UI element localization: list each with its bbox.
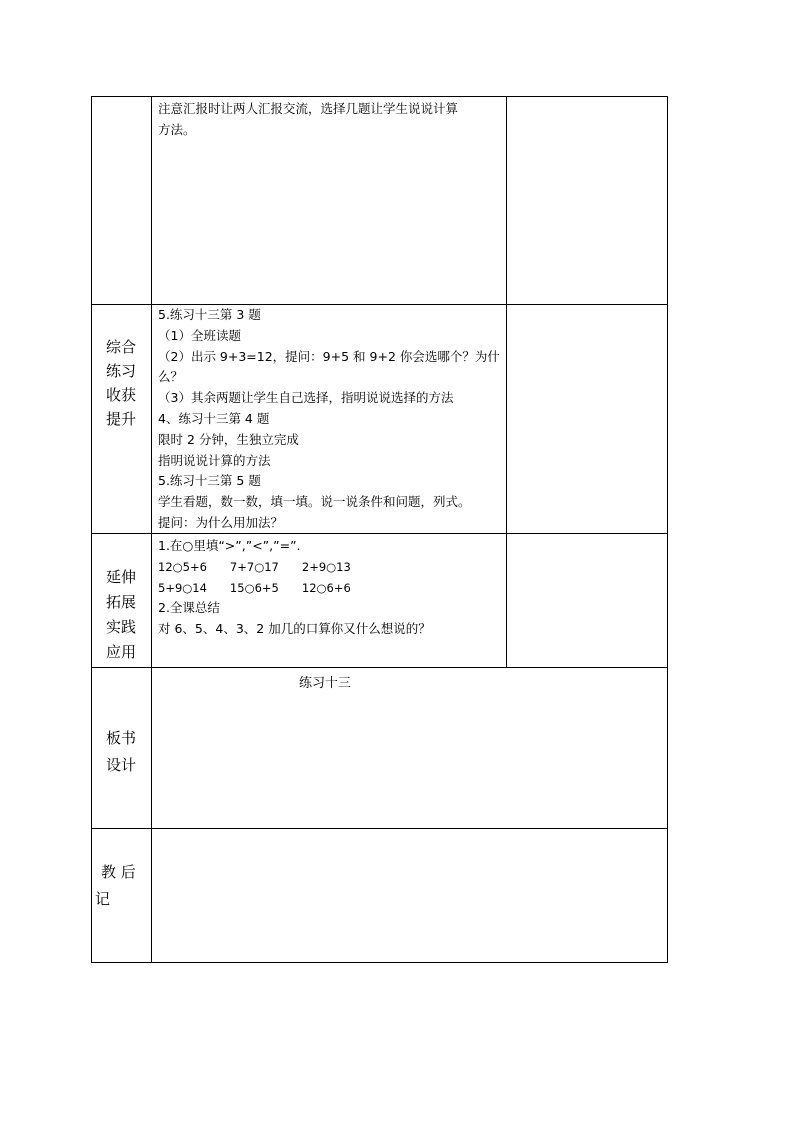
row-4-label (91, 725, 151, 779)
content-line: 注意汇报时让两人汇报交流，选择几题让学生说说计算 (158, 101, 459, 116)
table-divider-notes (506, 96, 507, 667)
label-line: 综合 (105, 338, 136, 356)
label-line: 设计 (105, 756, 136, 774)
content-line: 5.练习十三第 5 题 (158, 473, 261, 489)
content-line: 提问：为什么用加法？ (158, 514, 284, 530)
content-line: 5+9○14 15○6+5 12○6+6 (158, 580, 351, 595)
content-line: 么？ (158, 369, 184, 385)
row-divider-3 (91, 667, 668, 668)
row-1-content (158, 99, 458, 141)
row-divider-4 (91, 828, 668, 829)
label-line: 实践 (105, 618, 136, 636)
content-line: （2）出示 9+3=12，提问：9+5 和 9+2 你会选哪个？为什 (158, 348, 500, 364)
lesson-plan-table (91, 96, 668, 963)
content-line: 4、练习十三第 4 题 (158, 410, 270, 426)
row-3-content (158, 536, 431, 640)
label-line: 延伸 (105, 568, 136, 586)
content-line: 2.全课总结 (158, 600, 220, 616)
label-line: 教 后 (101, 863, 136, 881)
table-border-top (91, 96, 668, 97)
content-line: 指明说说计算的方法 (158, 452, 271, 468)
board-title: 练习十三 (299, 676, 352, 691)
row-2-label (91, 335, 151, 431)
label-line: 板书 (105, 729, 136, 747)
content-line: 限时 2 分钟，生独立完成 (158, 431, 299, 447)
row-2-content (158, 305, 500, 534)
label-line: 拓展 (105, 593, 136, 611)
table-border-left (91, 96, 92, 963)
row-4-content (299, 674, 351, 695)
table-border-bottom (91, 962, 668, 963)
label-line: 收获 (105, 386, 136, 404)
label-line: 练习 (105, 362, 136, 380)
content-line: 1.在○里填“>”,”<”,”=”. (158, 538, 301, 553)
row-3-label (91, 565, 151, 665)
content-line: 方法。 (158, 121, 196, 137)
content-line: （1）全班读题 (158, 327, 241, 343)
content-line: 学生看题，数一数，填一填。说一说条件和问题，列式。 (158, 494, 471, 510)
label-line: 提升 (105, 410, 136, 428)
row-5-label (95, 859, 147, 913)
content-line: 对 6、5、4、3、2 加几的口算你又什么想说的？ (158, 621, 431, 637)
table-divider-label (151, 96, 152, 963)
content-line: 5.练习十三第 3 题 (158, 307, 261, 322)
label-line: 记 (95, 890, 111, 908)
content-line: （3）其余两题让学生自己选择，指明说说选择的方法 (158, 390, 454, 406)
table-border-right (667, 96, 668, 963)
label-line: 应用 (105, 643, 136, 661)
content-line: 12○5+6 7+7○17 2+9○13 (158, 559, 351, 574)
